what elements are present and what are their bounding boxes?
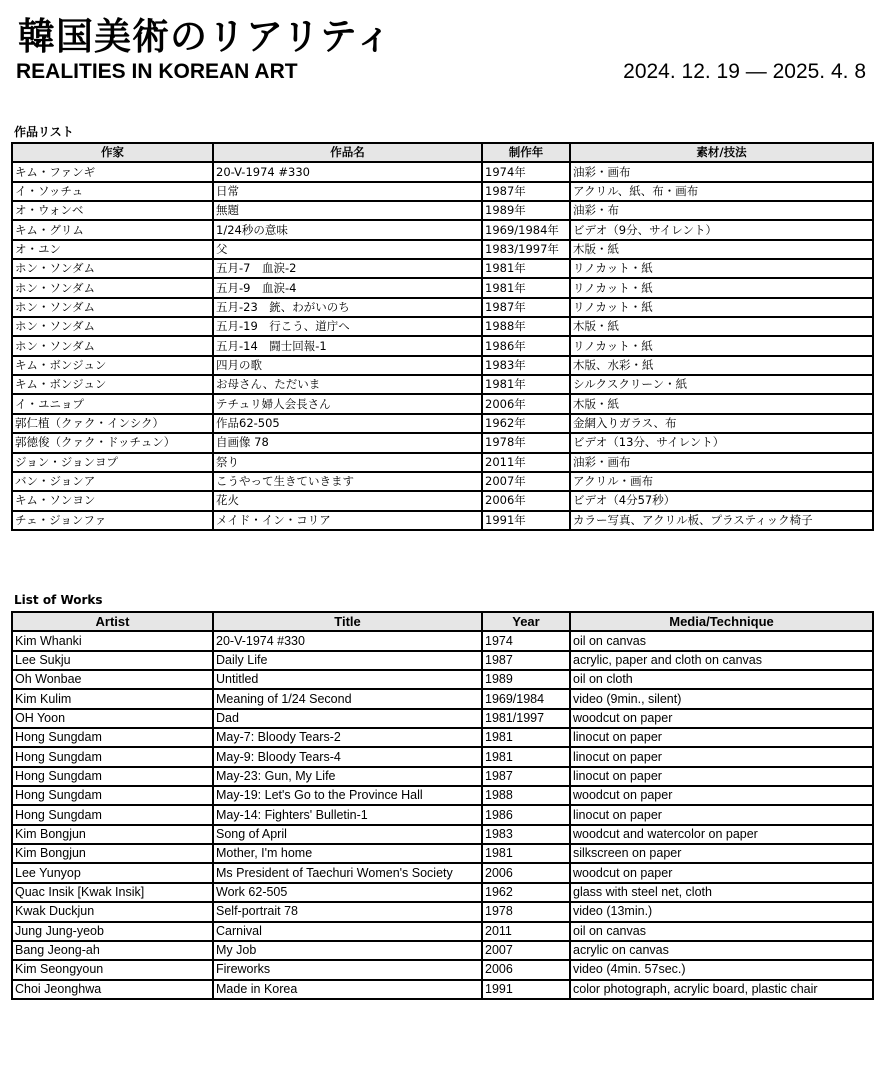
artist-cell: チェ・ジョンファ: [12, 511, 213, 530]
year-cell: 1974: [482, 631, 570, 650]
artist-cell: OH Yoon: [12, 709, 213, 728]
media-cell: 油彩・画布: [570, 162, 873, 181]
title-cell: May-14: Fighters' Bulletin-1: [213, 805, 482, 824]
artist-cell: キム・ボンジュン: [12, 356, 213, 375]
exhibition-title-english: REALITIES IN KOREAN ART: [16, 60, 298, 83]
title-cell: Untitled: [213, 670, 482, 689]
title-cell: May-7: Bloody Tears-2: [213, 728, 482, 747]
title-cell: 五月-9 血涙-4: [213, 278, 482, 297]
media-cell: woodcut on paper: [570, 786, 873, 805]
year-cell: 1991年: [482, 511, 570, 530]
table-row: [12, 414, 873, 433]
artist-cell: イ・ソッチュ: [12, 182, 213, 201]
media-cell: video (13min.): [570, 902, 873, 921]
title-cell: 五月-23 銃、わがいのち: [213, 298, 482, 317]
artist-cell: キム・ファンギ: [12, 162, 213, 181]
column-header-media: 素材/技法: [570, 143, 873, 162]
table-row: [12, 670, 873, 689]
title-cell: Work 62-505: [213, 883, 482, 902]
media-cell: リノカット・紙: [570, 259, 873, 278]
table-row: [12, 259, 873, 278]
artist-cell: 郭仁植（クァク・インシク）: [12, 414, 213, 433]
artist-cell: Quac Insik [Kwak Insik]: [12, 883, 213, 902]
media-cell: linocut on paper: [570, 728, 873, 747]
artist-cell: Lee Yunyop: [12, 863, 213, 882]
table-row: [12, 960, 873, 979]
year-cell: 1983/1997年: [482, 240, 570, 259]
year-cell: 1983: [482, 825, 570, 844]
table-row: [12, 356, 873, 375]
title-cell: テチュリ婦人会長さん: [213, 394, 482, 413]
artist-cell: Hong Sungdam: [12, 747, 213, 766]
year-cell: 1978年: [482, 433, 570, 452]
year-cell: 1969/1984年: [482, 220, 570, 239]
year-cell: 1986年: [482, 336, 570, 355]
column-header-year: Year: [482, 612, 570, 631]
media-cell: linocut on paper: [570, 747, 873, 766]
year-cell: 2007: [482, 941, 570, 960]
media-cell: linocut on paper: [570, 767, 873, 786]
media-cell: アクリル・画布: [570, 472, 873, 491]
table-row: [12, 298, 873, 317]
title-cell: Daily Life: [213, 651, 482, 670]
artist-cell: Kim Kulim: [12, 689, 213, 708]
exhibition-title-japanese: 韓国美術のリアリティ: [18, 15, 393, 58]
table-row: [12, 689, 873, 708]
artist-cell: 郭徳俊（クァク・ドッチュン）: [12, 433, 213, 452]
artist-cell: Hong Sungdam: [12, 767, 213, 786]
table-row: [12, 375, 873, 394]
table-row: [12, 651, 873, 670]
media-cell: woodcut on paper: [570, 863, 873, 882]
table-row: [12, 805, 873, 824]
table-row: [12, 182, 873, 201]
year-cell: 1983年: [482, 356, 570, 375]
year-cell: 1962年: [482, 414, 570, 433]
title-cell: 五月-7 血涙-2: [213, 259, 482, 278]
year-cell: 1981/1997: [482, 709, 570, 728]
artist-cell: キム・グリム: [12, 220, 213, 239]
year-cell: 2006年: [482, 394, 570, 413]
media-cell: カラー写真、アクリル板、プラスティック椅子: [570, 511, 873, 530]
title-cell: Dad: [213, 709, 482, 728]
artist-cell: ジョン・ジョンヨプ: [12, 453, 213, 472]
media-cell: ビデオ（4分57秒）: [570, 491, 873, 510]
year-cell: 2011: [482, 922, 570, 941]
table-row: [12, 980, 873, 999]
table-row: [12, 728, 873, 747]
title-cell: 20-V-1974 #330: [213, 162, 482, 181]
table-row: [12, 433, 873, 452]
table-row: [12, 902, 873, 921]
media-cell: acrylic, paper and cloth on canvas: [570, 651, 873, 670]
table-header-row: [12, 143, 873, 162]
table-row: [12, 844, 873, 863]
title-cell: 自画像 78: [213, 433, 482, 452]
title-cell: Meaning of 1/24 Second: [213, 689, 482, 708]
artist-cell: Jung Jung-yeob: [12, 922, 213, 941]
works-list-title-japanese: 作品リスト: [14, 125, 74, 139]
title-cell: 無題: [213, 201, 482, 220]
media-cell: oil on canvas: [570, 631, 873, 650]
media-cell: アクリル、紙、布・画布: [570, 182, 873, 201]
artist-cell: Oh Wonbae: [12, 670, 213, 689]
table-row: [12, 922, 873, 941]
title-cell: お母さん、ただいま: [213, 375, 482, 394]
media-cell: color photograph, acrylic board, plastic chair: [570, 980, 873, 999]
title-cell: May-23: Gun, My Life: [213, 767, 482, 786]
media-cell: 金網入りガラス、布: [570, 414, 873, 433]
year-cell: 1962: [482, 883, 570, 902]
artist-cell: Hong Sungdam: [12, 786, 213, 805]
table-row: [12, 941, 873, 960]
year-cell: 1987: [482, 767, 570, 786]
table-row: [12, 278, 873, 297]
title-cell: May-19: Let's Go to the Province Hall: [213, 786, 482, 805]
table-row: [12, 511, 873, 530]
title-cell: 日常: [213, 182, 482, 201]
year-cell: 1988: [482, 786, 570, 805]
media-cell: silkscreen on paper: [570, 844, 873, 863]
table-row: [12, 863, 873, 882]
media-cell: glass with steel net, cloth: [570, 883, 873, 902]
artist-cell: Choi Jeonghwa: [12, 980, 213, 999]
table-row: [12, 240, 873, 259]
title-cell: 五月-19 行こう、道庁へ: [213, 317, 482, 336]
year-cell: 1981: [482, 728, 570, 747]
artist-cell: Kim Bongjun: [12, 825, 213, 844]
year-cell: 1981年: [482, 259, 570, 278]
media-cell: 木版、水彩・紙: [570, 356, 873, 375]
media-cell: リノカット・紙: [570, 278, 873, 297]
year-cell: 1987年: [482, 298, 570, 317]
year-cell: 1989: [482, 670, 570, 689]
works-table-english: [11, 611, 874, 1000]
title-cell: My Job: [213, 941, 482, 960]
year-cell: 1969/1984: [482, 689, 570, 708]
table-row: [12, 747, 873, 766]
year-cell: 1981: [482, 844, 570, 863]
table-row: [12, 767, 873, 786]
media-cell: woodcut and watercolor on paper: [570, 825, 873, 844]
title-cell: こうやって生きていきます: [213, 472, 482, 491]
title-cell: Ms President of Taechuri Women's Society: [213, 863, 482, 882]
artist-cell: Lee Sukju: [12, 651, 213, 670]
table-header-row: [12, 612, 873, 631]
column-header-media: Media/Technique: [570, 612, 873, 631]
media-cell: acrylic on canvas: [570, 941, 873, 960]
title-cell: Made in Korea: [213, 980, 482, 999]
artist-cell: バン・ジョンア: [12, 472, 213, 491]
table-row: [12, 201, 873, 220]
year-cell: 1981年: [482, 375, 570, 394]
artist-cell: ホン・ソンダム: [12, 317, 213, 336]
table-row: [12, 317, 873, 336]
title-cell: 五月-14 闘士回報-1: [213, 336, 482, 355]
artist-cell: オ・ウォンベ: [12, 201, 213, 220]
artist-cell: Kim Bongjun: [12, 844, 213, 863]
year-cell: 2006年: [482, 491, 570, 510]
media-cell: シルクスクリーン・紙: [570, 375, 873, 394]
exhibition-dates: 2024. 12. 19 — 2025. 4. 8: [623, 60, 866, 83]
artist-cell: ホン・ソンダム: [12, 336, 213, 355]
media-cell: 油彩・画布: [570, 453, 873, 472]
artist-cell: Hong Sungdam: [12, 728, 213, 747]
year-cell: 1989年: [482, 201, 570, 220]
media-cell: woodcut on paper: [570, 709, 873, 728]
media-cell: リノカット・紙: [570, 336, 873, 355]
table-row: [12, 394, 873, 413]
artist-cell: イ・ユニョプ: [12, 394, 213, 413]
table-row: [12, 336, 873, 355]
title-cell: メイド・イン・コリア: [213, 511, 482, 530]
title-cell: Mother, I'm home: [213, 844, 482, 863]
year-cell: 1978: [482, 902, 570, 921]
year-cell: 2006: [482, 960, 570, 979]
column-header-artist: Artist: [12, 612, 213, 631]
title-cell: 1/24秒の意味: [213, 220, 482, 239]
year-cell: 1991: [482, 980, 570, 999]
year-cell: 1988年: [482, 317, 570, 336]
media-cell: リノカット・紙: [570, 298, 873, 317]
artist-cell: キム・ボンジュン: [12, 375, 213, 394]
column-header-artist: 作家: [12, 143, 213, 162]
year-cell: 2011年: [482, 453, 570, 472]
works-table-japanese: [11, 142, 874, 531]
artist-cell: ホン・ソンダム: [12, 278, 213, 297]
title-cell: May-9: Bloody Tears-4: [213, 747, 482, 766]
column-header-title: Title: [213, 612, 482, 631]
artist-cell: オ・ユン: [12, 240, 213, 259]
media-cell: video (4min. 57sec.): [570, 960, 873, 979]
title-cell: 20-V-1974 #330: [213, 631, 482, 650]
title-cell: 花火: [213, 491, 482, 510]
year-cell: 1987年: [482, 182, 570, 201]
column-header-title: 作品名: [213, 143, 482, 162]
table-row: [12, 709, 873, 728]
artist-cell: キム・ソンヨン: [12, 491, 213, 510]
table-row: [12, 631, 873, 650]
media-cell: 木版・紙: [570, 394, 873, 413]
title-cell: Carnival: [213, 922, 482, 941]
title-cell: Self-portrait 78: [213, 902, 482, 921]
title-cell: 作品62-505: [213, 414, 482, 433]
title-cell: 四月の歌: [213, 356, 482, 375]
media-cell: ビデオ（13分、サイレント）: [570, 433, 873, 452]
media-cell: linocut on paper: [570, 805, 873, 824]
artist-cell: Bang Jeong-ah: [12, 941, 213, 960]
year-cell: 2006: [482, 863, 570, 882]
artist-cell: Hong Sungdam: [12, 805, 213, 824]
table-row: [12, 491, 873, 510]
media-cell: oil on cloth: [570, 670, 873, 689]
title-cell: 祭り: [213, 453, 482, 472]
artist-cell: Kim Seongyoun: [12, 960, 213, 979]
title-cell: 父: [213, 240, 482, 259]
artist-cell: ホン・ソンダム: [12, 259, 213, 278]
year-cell: 1974年: [482, 162, 570, 181]
year-cell: 2007年: [482, 472, 570, 491]
column-header-year: 制作年: [482, 143, 570, 162]
table-row: [12, 220, 873, 239]
works-list-title-english: List of Works: [14, 593, 103, 607]
table-row: [12, 883, 873, 902]
year-cell: 1987: [482, 651, 570, 670]
artist-cell: Kwak Duckjun: [12, 902, 213, 921]
table-row: [12, 162, 873, 181]
media-cell: 木版・紙: [570, 240, 873, 259]
media-cell: oil on canvas: [570, 922, 873, 941]
table-row: [12, 825, 873, 844]
year-cell: 1986: [482, 805, 570, 824]
media-cell: 木版・紙: [570, 317, 873, 336]
artist-cell: Kim Whanki: [12, 631, 213, 650]
title-cell: Fireworks: [213, 960, 482, 979]
year-cell: 1981: [482, 747, 570, 766]
artist-cell: ホン・ソンダム: [12, 298, 213, 317]
title-cell: Song of April: [213, 825, 482, 844]
table-row: [12, 453, 873, 472]
year-cell: 1981年: [482, 278, 570, 297]
media-cell: 油彩・布: [570, 201, 873, 220]
media-cell: ビデオ（9分、サイレント）: [570, 220, 873, 239]
table-row: [12, 786, 873, 805]
media-cell: video (9min., silent): [570, 689, 873, 708]
table-row: [12, 472, 873, 491]
